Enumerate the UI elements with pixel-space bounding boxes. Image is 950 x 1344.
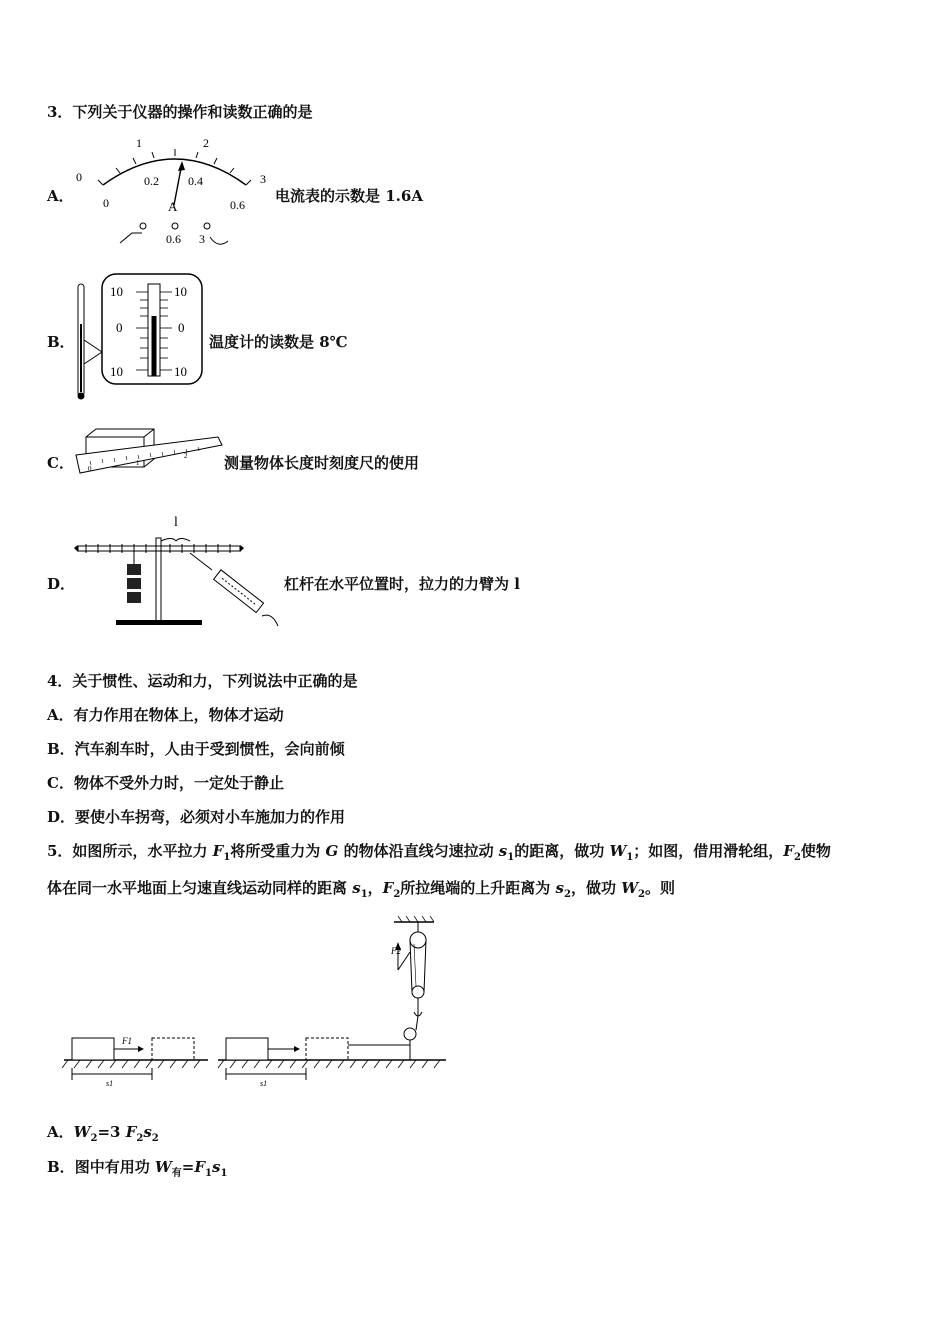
ruler-figure xyxy=(72,425,224,477)
meter-terminal-06: 0.6 xyxy=(166,232,181,246)
meter-bottom-3: 0.6 xyxy=(230,198,245,212)
q3-option-b-letter: B． xyxy=(47,333,75,351)
q5-option-b: B．图中有用功 $W_有=F_1s_1$ xyxy=(47,1158,228,1179)
ruler-mark-1: 1 xyxy=(136,459,140,467)
ammeter-figure xyxy=(70,133,275,248)
q5-option-a: A．$W_2=3$ $F_2s_2$ xyxy=(47,1123,159,1144)
meter-terminal-3: 3 xyxy=(199,232,205,246)
q4-option-b: B．汽车刹车时，人由于受到惯性，会向前倾 xyxy=(47,740,345,758)
q3-option-d-letter: D． xyxy=(47,575,76,593)
q4-option-c: C．物体不受外力时，一定处于静止 xyxy=(47,774,284,792)
q3-option-c-text: 测量物体长度时刻度尺的使用 xyxy=(224,454,420,472)
label-s1-left: s1 xyxy=(106,1079,114,1088)
meter-top-3: 3 xyxy=(260,172,266,186)
thermo-label-top-left: 10 xyxy=(110,284,123,299)
pulley-figure xyxy=(58,912,450,1092)
thermo-label-mid-right: 0 xyxy=(178,320,185,335)
q3-option-d-text: 杠杆在水平位置时，拉力的力臂为 l xyxy=(284,575,520,593)
thermo-label-top-right: 10 xyxy=(174,284,187,299)
q4-option-a: A．有力作用在物体上，物体才运动 xyxy=(47,706,284,724)
q3-option-c-letter: C． xyxy=(47,454,74,472)
q3-option-b-text: 温度计的读数是 8℃ xyxy=(209,333,348,351)
meter-top-1: 1 xyxy=(136,136,142,150)
q5-stem-line2: 体在同一水平地面上匀速直线运动同样的距离 $s_1$，$F_2$所拉绳端的上升距离为 $s_2$，做功 $W_2$。则 xyxy=(47,879,676,900)
q4-stem: 4．关于惯性、运动和力，下列说法中正确的是 xyxy=(47,672,358,690)
label-f1: F1 xyxy=(122,1036,132,1046)
meter-unit: A xyxy=(168,199,178,214)
meter-top-0: 0 xyxy=(76,170,82,184)
meter-bottom-0: 0 xyxy=(103,196,109,210)
q3-option-a-text: 电流表的示数是 1.6A xyxy=(275,187,423,205)
q3-stem: 3．下列关于仪器的操作和读数正确的是 xyxy=(47,103,313,121)
q5-stem-line1: 5．如图所示，水平拉力 $F_1$将所受重力为 G 的物体沿直线匀速拉动 $s_1$的距离，做功 $W_1$；如图，借用滑轮组，$F_2$使物 xyxy=(47,842,831,863)
thermometer-figure xyxy=(70,272,210,404)
lever-arm-label: l xyxy=(174,515,178,530)
meter-bottom-1: 0.2 xyxy=(144,174,159,188)
label-s1-right: s1 xyxy=(260,1079,268,1088)
q3-option-a-letter: A． xyxy=(47,187,74,205)
ruler-mark-0: 0 xyxy=(88,465,92,473)
thermo-label-bottom-right: 10 xyxy=(174,364,187,379)
lever-figure xyxy=(72,508,282,632)
thermo-label-bottom-left: 10 xyxy=(110,364,123,379)
q4-option-d: D．要使小车拐弯，必须对小车施加力的作用 xyxy=(47,808,346,826)
ruler-mark-2: 2 xyxy=(184,452,188,460)
label-f2: F2 xyxy=(391,946,401,956)
thermo-label-mid-left: 0 xyxy=(116,320,123,335)
meter-bottom-2: 0.4 xyxy=(188,174,203,188)
meter-top-2: 2 xyxy=(203,136,209,150)
